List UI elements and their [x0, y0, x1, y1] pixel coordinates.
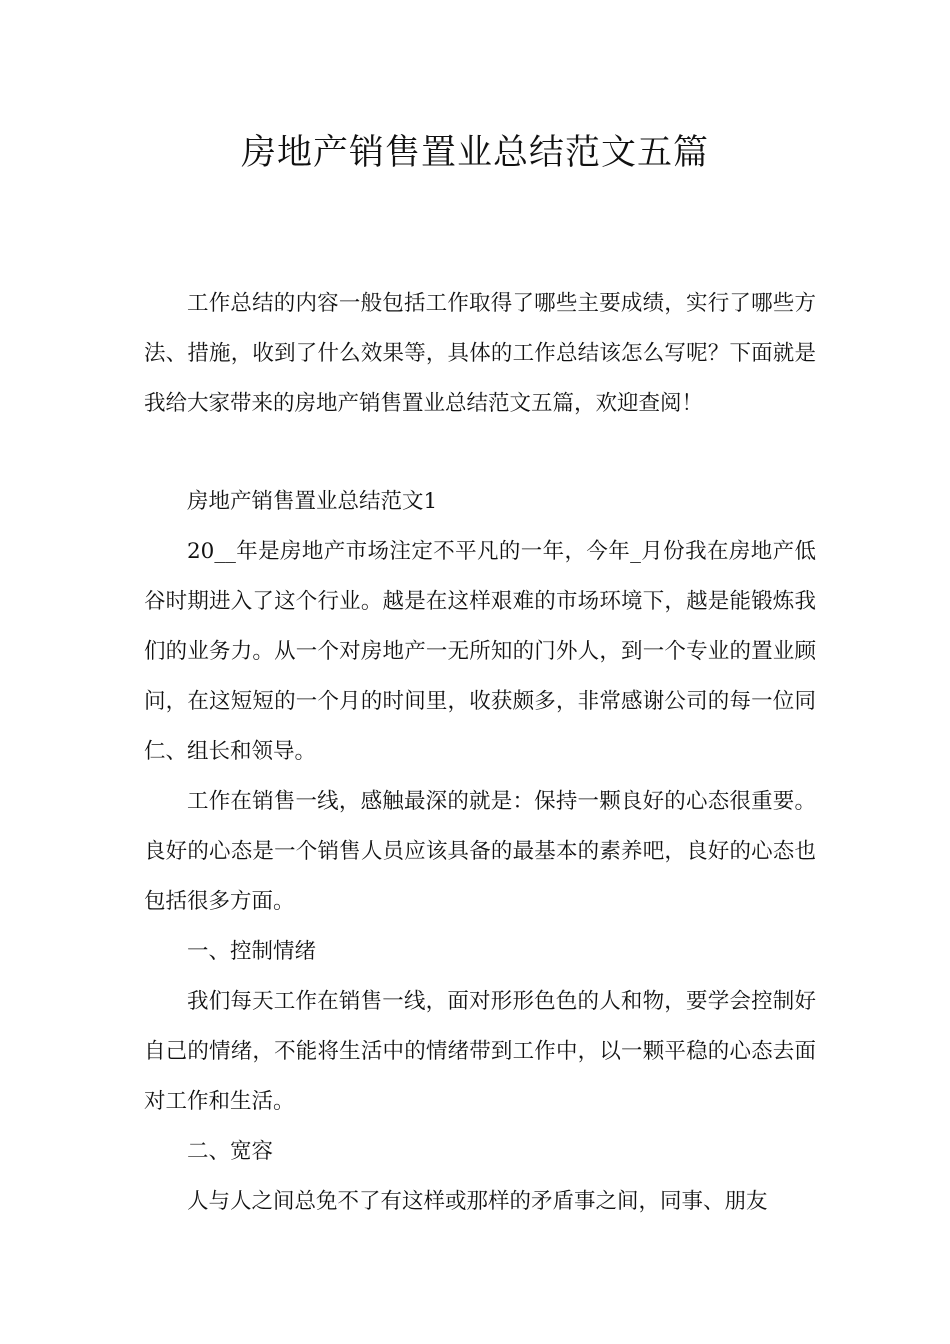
- intro-paragraph: 工作总结的内容一般包括工作取得了哪些主要成绩，实行了哪些方法、措施，收到了什么效果等，具体的工作总结该怎么写呢？下面就是我给大家带来的房地产销售置业总结范文五篇，欢迎查阅！: [144, 291, 816, 416]
- section-heading: 房地产销售置业总结范文1: [187, 489, 438, 514]
- subheading-control-emotion: 一、控制情绪: [187, 939, 317, 964]
- body-paragraph: 人与人之间总免不了有这样或那样的矛盾事之间，同事、朋友: [187, 1189, 768, 1214]
- body-paragraph: 工作在销售一线，感触最深的就是：保持一颗良好的心态很重要。良好的心态是一个销售人员应该具备的最基本的素养吧，良好的心态也包括很多方面。: [144, 789, 816, 914]
- document-body: [144, 279, 816, 1227]
- body-paragraph: 20__年是房地产市场注定不平凡的一年，今年_月份我在房地产低谷时期进入了这个行业。越是在这样艰难的市场环境下，越是能锻炼我们的业务力。从一个对房地产一无所知的门外人，到一个专业的置业顾问，在这短短的一个月的时间里，收获颇多，非常感谢公司的每一位同仁、组长和领导。: [144, 539, 816, 764]
- document-title: 房地产销售置业总结范文五篇: [240, 133, 709, 173]
- body-paragraph: 我们每天工作在销售一线，面对形形色色的人和物，要学会控制好自己的情绪，不能将生活中的情绪带到工作中，以一颗平稳的心态去面对工作和生活。: [144, 989, 816, 1114]
- subheading-tolerance: 二、宽容: [187, 1139, 274, 1164]
